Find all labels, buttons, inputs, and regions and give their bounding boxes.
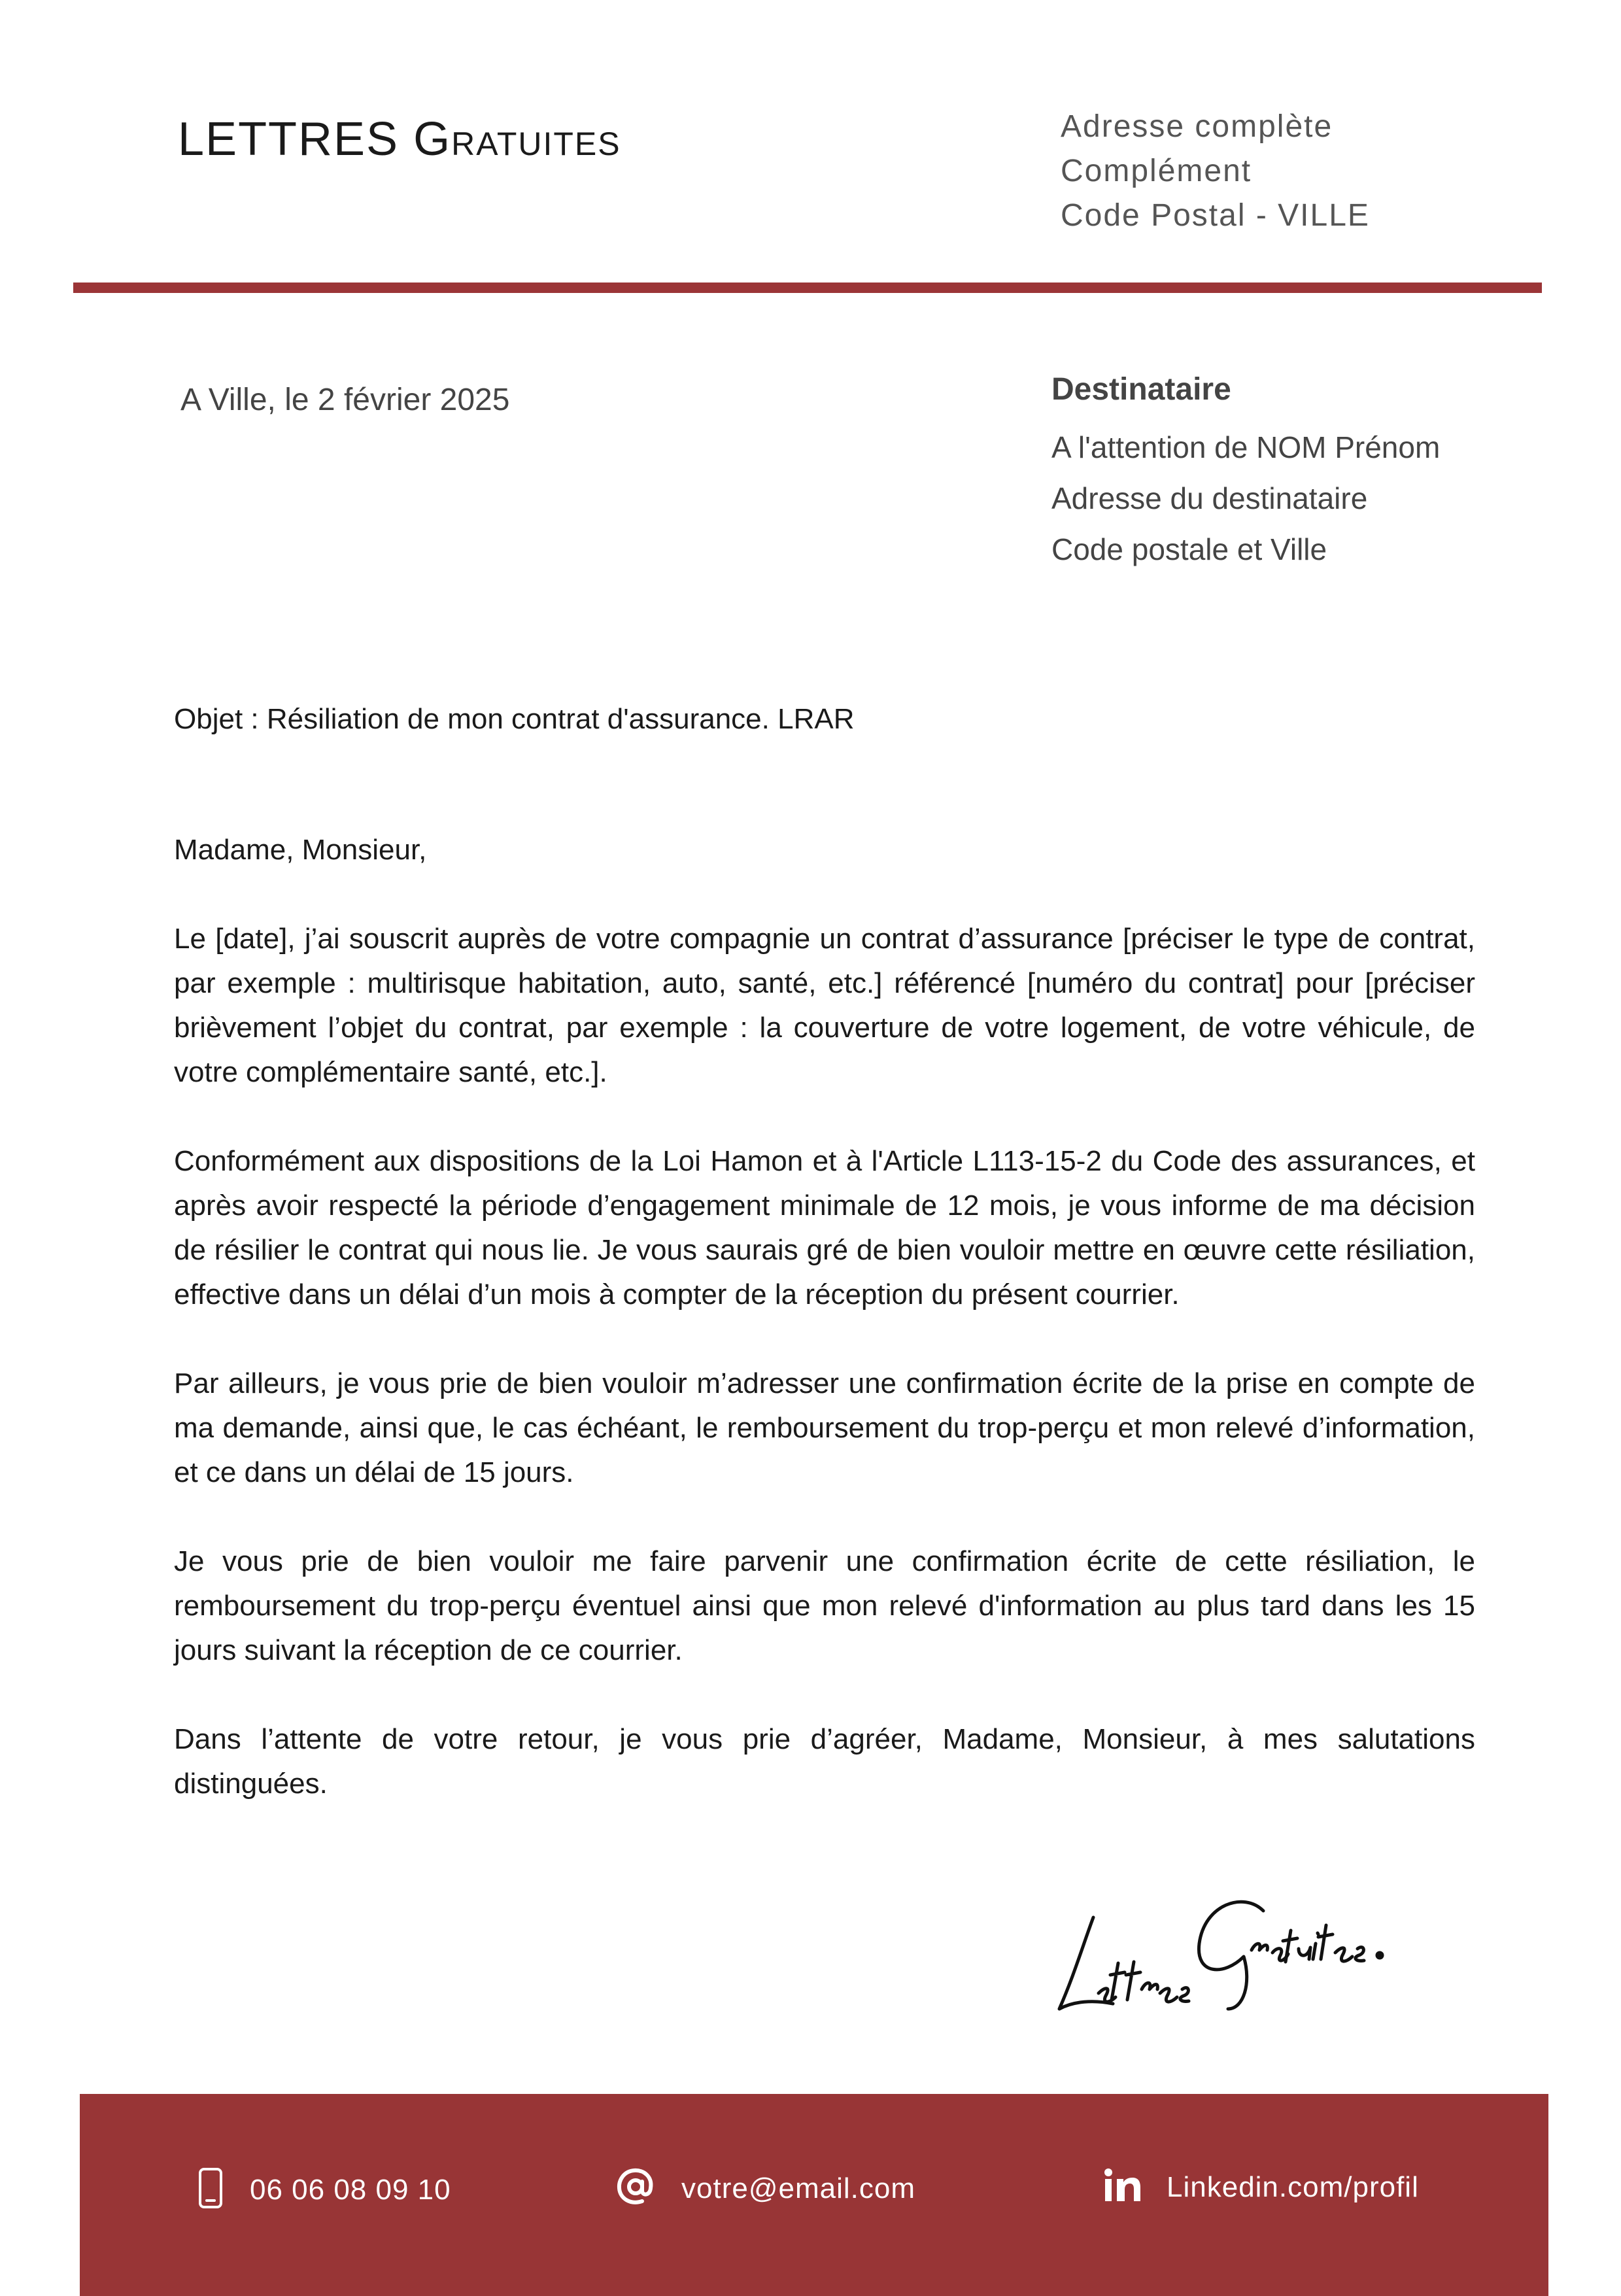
paragraph: Dans l’attente de votre retour, je vous prie d’agréer, Madame, Monsieur, à mes salutations distinguées. xyxy=(174,1723,1475,1800)
footer-linkedin xyxy=(1104,2167,1419,2207)
footer-phone xyxy=(197,2167,451,2212)
sender-address-line: Complément xyxy=(1061,154,1252,188)
at-icon xyxy=(616,2167,655,2210)
sender-address-line: Adresse complète xyxy=(1061,109,1333,144)
salutation: Madame, Monsieur, xyxy=(174,834,427,866)
sender-address xyxy=(1061,105,1370,238)
recipient-line: Adresse du destinataire xyxy=(1051,481,1368,515)
email-address[interactable]: votre@email.com xyxy=(681,2172,915,2204)
brand-first: LETTRES xyxy=(178,113,400,165)
recipient-line: A l'attention de NOM Prénom xyxy=(1051,430,1441,464)
header-divider xyxy=(73,283,1542,293)
subject-line: Objet : Résiliation de mon contrat d'assurance. LRAR xyxy=(174,703,855,735)
brand-second: Gratuites xyxy=(413,113,621,165)
recipient-title: Destinataire xyxy=(1051,372,1231,407)
letter-body xyxy=(174,697,1475,1851)
recipient-line: Code postale et Ville xyxy=(1051,532,1327,566)
date-line: A Ville, le 2 février 2025 xyxy=(180,383,510,417)
footer-email xyxy=(616,2167,915,2210)
signature-image xyxy=(1048,1865,1440,2022)
signature xyxy=(1048,1865,1440,2025)
recipient-block xyxy=(1051,371,1440,575)
linkedin-icon xyxy=(1104,2167,1140,2207)
brand-logo xyxy=(178,112,621,166)
paragraph: Par ailleurs, je vous prie de bien vouloir m’adresser une confirmation écrite de la prise en compte de ma demande, ainsi que, le cas échéant, le remboursement du trop-perçu et mon relevé d’information, et ce dans un délai de 15 jours. xyxy=(174,1367,1475,1488)
linkedin-url[interactable]: Linkedin.com/profil xyxy=(1167,2170,1419,2203)
phone-number[interactable]: 06 06 08 09 10 xyxy=(250,2173,451,2206)
footer-bar xyxy=(80,2094,1548,2296)
paragraph: Je vous prie de bien vouloir me faire parvenir une confirmation écrite de cette résiliation, le remboursement du trop-perçu éventuel ainsi que mon relevé d'information au plus tard dans les 15 jours suivant la réception de ce courrier. xyxy=(174,1545,1475,1666)
paragraph: Conformément aux dispositions de la Loi Hamon et à l'Article L113-15-2 du Code des assurances, et après avoir respecté la période d’engagement minimale de 12 mois, je vous informe de ma décision de résilier le contrat qui nous lie. Je vous saurais gré de bien vouloir mettre en œuvre cette résiliation, effective dans un délai d’un mois à compter de la réception du présent courrier. xyxy=(174,1145,1475,1311)
paragraph: Le [date], j’ai souscrit auprès de votre compagnie un contrat d’assurance [préciser le type de contrat, par exemple : multirisque habitation, auto, santé, etc.] référencé [numéro du contrat] pour [préciser brièvement l’objet du contrat, par exemple : la couverture de votre logement, de votre véhicule, de votre complémentaire santé, etc.]. xyxy=(174,923,1475,1088)
phone-icon xyxy=(197,2167,224,2212)
sender-address-line: Code Postal - VILLE xyxy=(1061,198,1370,233)
